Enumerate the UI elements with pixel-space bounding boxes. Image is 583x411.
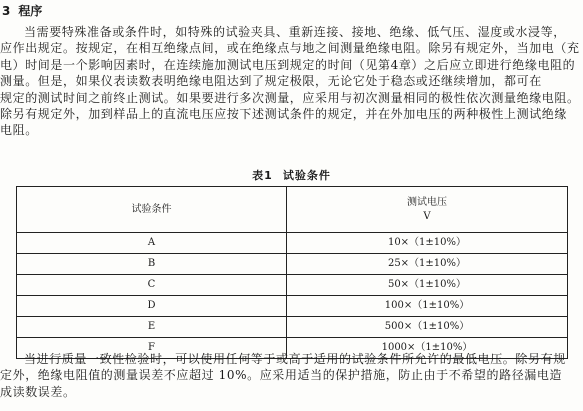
paragraph-line: 规定的测试时间之前终止测试。如果要进行多次测量，应采用与初次测量相同的极性依次测量绝缘电阻。 [0,90,580,105]
test-conditions-table [16,186,568,359]
paragraph-line: 电）时间是一个影响因素时，在连续施加测试电压到规定的时间（见第4章）之后应立即进行绝缘电阻的 [0,57,576,72]
table-row [17,254,568,275]
condition-cell: A [17,233,287,254]
header-voltage-label: 测试电压 [407,196,447,208]
paragraph-line: 定外，绝缘电阻值的测量误差不应超过 10%。应采用适当的保护措施，防止由于不希望的路径漏电造 [0,368,563,383]
header-voltage-unit: V [423,210,431,222]
table-row [17,296,568,317]
voltage-cell: 100×（1±10%） [287,296,568,317]
table-label: 表1 [252,169,273,182]
table-caption [0,169,583,183]
voltage-cell: 10×（1±10%） [287,233,568,254]
paragraph-line: 应作出规定。按规定，在相互绝缘点间，或在绝缘点与地之间测量绝缘电阻。除另有规定外，当加电（充 [0,41,580,56]
paragraph-line: 除另有规定外，加到样品上的直流电压应按下述测试条件的规定，并在外加电压的两种极性上测试绝缘 [0,107,568,122]
condition-cell: D [17,296,287,317]
table-header-row [17,187,568,233]
paragraph-line: 测量。但是，如果仪表读数表明绝缘电阻达到了规定极限，无论它处于稳态或还继续增加，都可在 [0,74,542,89]
section-title: 程序 [18,4,43,18]
voltage-cell: 1000×（1±10%） [287,338,568,359]
voltage-cell: 50×（1±10%） [287,275,568,296]
condition-cell: C [17,275,287,296]
table-row [17,317,568,338]
header-test-condition: 试验条件 [17,187,287,233]
paragraph-line: 成读数误差。 [0,384,76,399]
section-number: 3 [2,4,11,18]
condition-cell: E [17,317,287,338]
voltage-cell: 25×（1±10%） [287,254,568,275]
quality-inspection-paragraph [0,351,581,400]
procedure-paragraph [0,24,581,139]
paragraph-line: 电阻。 [0,123,38,138]
condition-cell: F [17,338,287,359]
table-title: 试验条件 [282,169,331,182]
paragraph-line: 当进行质量一致性检验时，可以使用任何等于或高于适用的试验条件所允许的最低电压。除另有规 [24,352,566,366]
header-test-voltage [287,187,568,233]
voltage-cell: 500×（1±10%） [287,317,568,338]
table-row [17,233,568,254]
condition-cell: B [17,254,287,275]
table-row [17,275,568,296]
paragraph-line: 当需要特殊准备或条件时，如特殊的试验夹具、重新连接、接地、绝缘、低气压、湿度或水浸等， [24,25,566,39]
section-heading [2,4,42,18]
